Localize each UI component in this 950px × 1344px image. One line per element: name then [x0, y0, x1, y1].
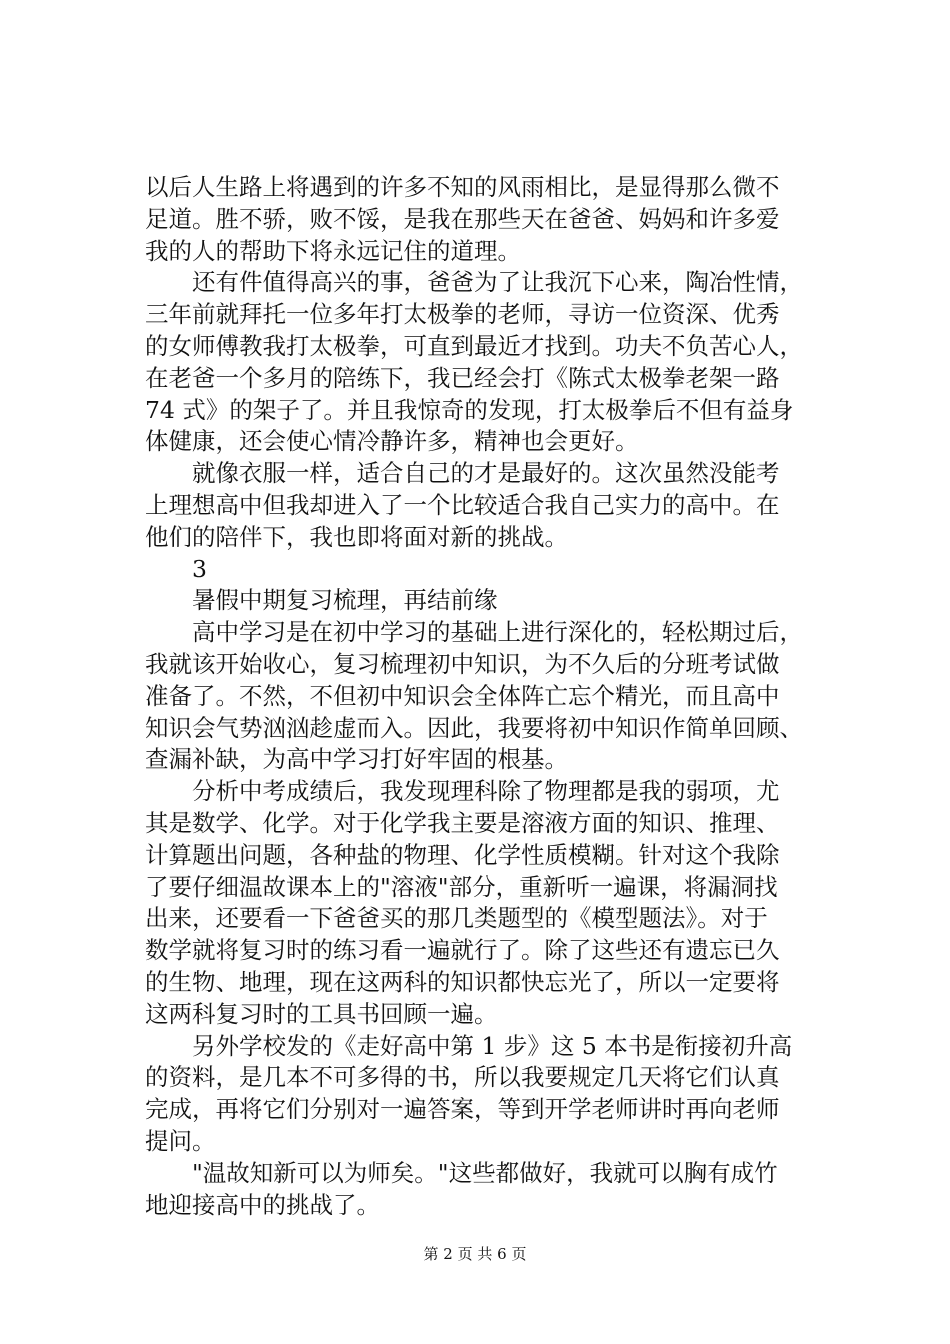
text-line: 的资料，是几本不可多得的书，所以我要规定几天将它们认真 [145, 1063, 780, 1092]
text-line: 以后人生路上将遇到的许多不知的风雨相比，是显得那么微不 [145, 173, 780, 201]
text-line: 完成，再将它们分别对一遍答案，等到开学老师讲时再向老师 [145, 1095, 780, 1124]
text-line: 还有件值得高兴的事，爸爸为了让我沉下心来，陶冶性情， [145, 268, 803, 297]
text-line: 准备了。不然，不但初中知识会全体阵亡忘个精光，而且高中 [145, 681, 780, 710]
text-line: 的女师傅教我打太极拳，可直到最近才找到。功夫不负苦心人， [145, 331, 803, 360]
text-line: 另外学校发的《走好高中第 1 步》这 5 本书是衔接初升高 [145, 1031, 793, 1060]
text-line: 提问。 [145, 1126, 216, 1155]
text-line: 出来，还要看一下爸爸买的那几类题型的《模型题法》。对于 [145, 904, 768, 933]
text-line: 足道。胜不骄，败不馁，是我在那些天在爸爸、妈妈和许多爱 [145, 204, 780, 233]
text-line: 体健康，还会使心情冷静许多，精神也会更好。 [145, 427, 639, 456]
text-line: 暑假中期复习梳理，再结前缘 [145, 586, 498, 615]
text-line: 其是数学、化学。对于化学我主要是溶液方面的知识、推理、 [145, 808, 780, 837]
text-line: 我的人的帮助下将永远记住的道理。 [145, 236, 521, 265]
text-line: 分析中考成绩后，我发现理科除了物理都是我的弱项，尤 [145, 777, 780, 806]
text-line: 74 式》的架子了。并且我惊奇的发现，打太极拳后不但有益身 [145, 395, 794, 424]
text-line: 3 [145, 554, 207, 583]
text-line: 上理想高中但我却进入了一个比较适合我自己实力的高中。在 [145, 490, 780, 519]
text-line: 就像衣服一样，适合自己的才是最好的。这次虽然没能考 [145, 459, 780, 488]
text-line: 的生物、地理，现在这两科的知识都快忘光了，所以一定要将 [145, 967, 780, 996]
text-line: 这两科复习时的工具书回顾一遍。 [145, 999, 498, 1028]
text-line: 查漏补缺，为高中学习打好牢固的根基。 [145, 745, 568, 774]
text-line: 高中学习是在初中学习的基础上进行深化的，轻松期过后， [145, 618, 803, 647]
page-footer: 第 2 页 共 6 页 [423, 1245, 527, 1263]
text-line: "温故知新可以为师矣。"这些都做好，我就可以胸有成竹 [145, 1158, 778, 1187]
text-line: 他们的陪伴下，我也即将面对新的挑战。 [145, 522, 568, 551]
text-line: 数学就将复习时的练习看一遍就行了。除了这些还有遗忘已久 [145, 936, 780, 965]
text-line: 知识会气势汹汹趁虚而入。因此，我要将初中知识作简单回顾、 [145, 713, 803, 742]
body-text [145, 172, 835, 1221]
text-line: 我就该开始收心，复习梳理初中知识，为不久后的分班考试做 [145, 649, 780, 678]
text-line: 计算题出问题，各种盐的物理、化学性质模糊。针对这个我除 [145, 840, 780, 869]
text-line: 地迎接高中的挑战了。 [145, 1190, 380, 1219]
text-line: 在老爸一个多月的陪练下，我已经会打《陈式太极拳老架一路 [145, 363, 780, 392]
text-line: 了要仔细温故课本上的"溶液"部分，重新听一遍课，将漏洞找 [145, 872, 778, 901]
text-line: 三年前就拜托一位多年打太极拳的老师，寻访一位资深、优秀 [145, 300, 780, 329]
